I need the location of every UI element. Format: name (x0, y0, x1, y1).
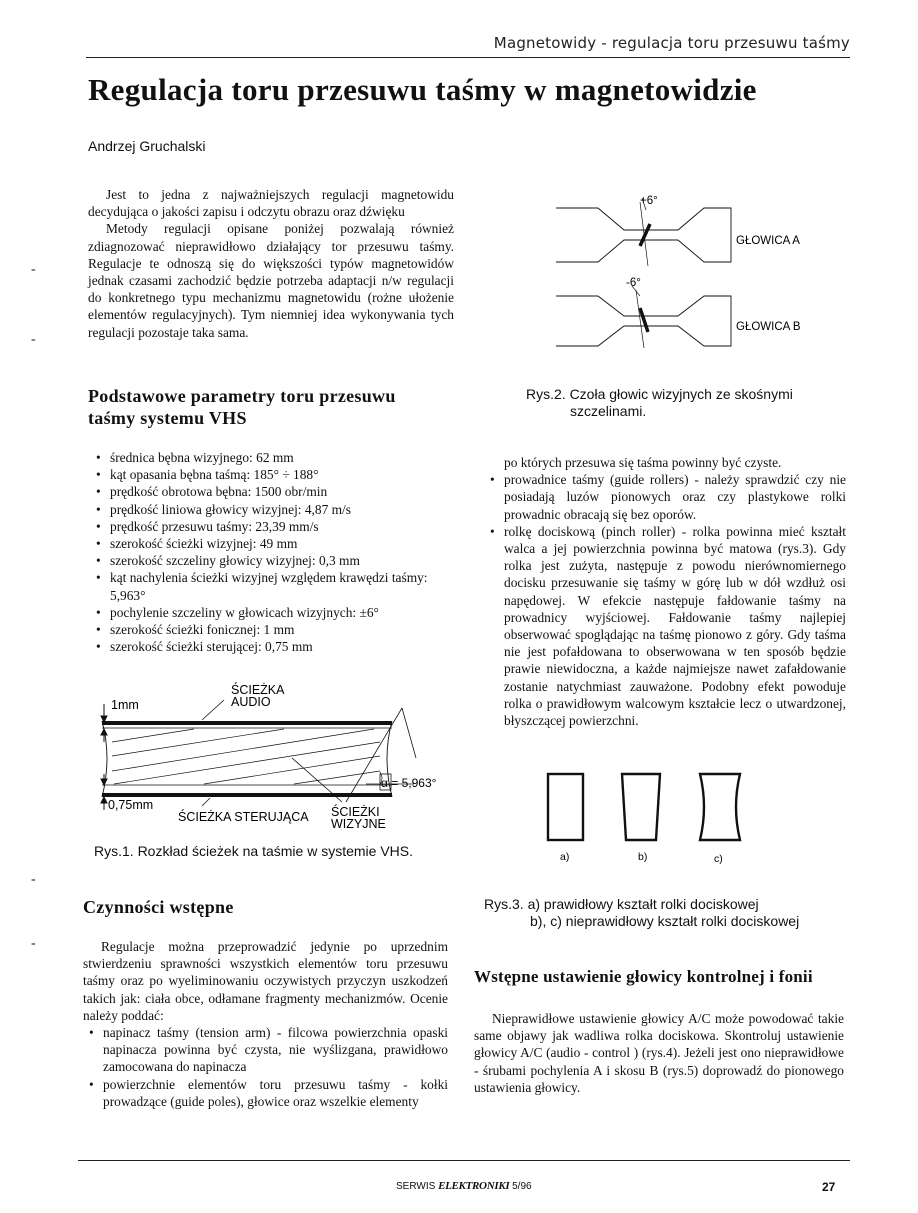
head-a-shape (556, 198, 731, 266)
fig3-caption (484, 896, 799, 930)
roller-waisted-shape (700, 774, 740, 840)
label-minus6: -6° (626, 277, 641, 289)
issue-number: 5/96 (512, 1181, 532, 1192)
head-adjust-paragraph: Nieprawidłowe ustawienie głowicy A/C może powodować takie same objawy jak wadliwa rolka dociskowa. Skontroluj ustawienie głowicy A/C (audio - control ) (rys.4). Jeżeli jest ono nieprawidłowe - śrubami pochylenia A i skosu B (rys.5) doprowadź do pionowego ustawienia głowicy. (474, 1011, 844, 1095)
head-b-shape (556, 286, 731, 348)
prelim-heading: Czynności wstępne (83, 897, 234, 917)
rollers-section (490, 454, 846, 729)
fig3-caption-line: Rys.3. a) prawidłowy kształt rolki dociskowej (484, 896, 759, 912)
tape-band (102, 721, 392, 797)
fig2-caption-line: Rys.2. Czoła głowic wizyjnych ze skośnymi (526, 386, 793, 402)
article-title: Regulacja toru przesuwu taśmy w magnetowidzie (88, 72, 757, 107)
list-item: • kąt opasania bębna taśmą: 185° ÷ 188° (96, 466, 456, 483)
list-item: • średnica bębna wizyjnego: 62 mm (96, 449, 456, 466)
head-adjust-heading: Wstępne ustawienie głowicy kontrolnej i fonii (474, 967, 813, 986)
roller-tapered-shape (622, 774, 660, 840)
label-b: b) (638, 851, 648, 863)
magazine-prefix: SERWIS (396, 1181, 436, 1192)
label-c: c) (714, 853, 723, 865)
running-header: Magnetowidy - regulacja toru przesuwu taśmy (493, 34, 850, 52)
prelim-paragraph: Regulacje można przeprowadzić jedynie po uprzednim stwierdzeniu sprawności wszystkich elementów toru przesuwu taśmy oraz po wyeliminowaniu oczywistych przyczyn uszkodzeń takich jak: ciała obce, odłamane fragmenty mechanizmów. Ocenie należy poddać: (83, 939, 448, 1023)
list-item: • powierzchnie elementów toru przesuwu taśmy - kołki prowadzące (guide poles), głowice oraz wszelkie elementy (89, 1076, 448, 1110)
fig1-caption: Rys.1. Rozkład ścieżek na taśmie w systemie VHS. (94, 843, 413, 859)
list-item: • prędkość obrotowa bębna: 1500 obr/min (96, 483, 456, 500)
video-heads-diagram (556, 190, 856, 354)
list-item: • szerokość ścieżki wizyjnej: 49 mm (96, 535, 456, 552)
label-1mm: 1mm (111, 698, 139, 712)
list-item: • prowadnice taśmy (guide rollers) - należy sprawdzić czy nie posiadają luzów pionowych oraz czy plastykowe rolki prowadnic obracają się bez oporów. (490, 471, 846, 523)
head-adjust-text (474, 1010, 844, 1096)
label-plus6: +6° (640, 195, 658, 207)
margin-mark: - (31, 936, 36, 951)
intro-text (88, 186, 454, 341)
dimension-075mm (101, 774, 107, 810)
params-heading-line: taśmy systemu VHS (88, 408, 247, 428)
footer-rule (78, 1160, 850, 1161)
control-pointer (202, 798, 210, 806)
fig2-caption-line: szczelinami. (570, 403, 647, 419)
label-075mm: 0,75mm (108, 798, 154, 812)
label-video-tracks: WIZYJNE (331, 817, 386, 831)
list-item: • rolkę dociskową (pinch roller) - rolka powinna mieć kształt walca a jej powierzchnia powinna być matowa (rys.3). Gdy rolka jest zużyta, następuje z powodu nierównomiernego docisku przesuwanie się taśmy w górę lub w dół wzdłuż osi napędowej. W efekcie następuje fałdowanie taśmy na prowadnicy wyjściowej. Fałdowanie taśmy najlepiej obserwować spoglądając na taśmę pionowo z góry. Gdy taśma nie jest pofałdowana to obserwowana w ten sposób będzie prawie niewidoczna, a każde najmiejsze nawet zafałdowanie zostanie natychmiast zauważone. Podobny efekt powoduje rolka o prawidłowym walcowym kształcie lecz o utwardzonej, błyszczącej powierzchni. (490, 523, 846, 729)
label-video-tracks: ŚCIEŻKI (331, 805, 380, 819)
prelim-list (89, 1024, 448, 1110)
footer-magazine (396, 1180, 532, 1192)
page-number: 27 (822, 1180, 836, 1194)
fig2-caption (526, 386, 793, 420)
article-author: Andrzej Gruchalski (88, 138, 206, 154)
list-item: • szerokość ścieżki sterującej: 0,75 mm (96, 638, 456, 655)
margin-mark: - (31, 262, 36, 277)
list-item: • prędkość przesuwu taśmy: 23,39 mm/s (96, 518, 456, 535)
pinch-roller-diagram (540, 770, 770, 870)
magazine-name: ELEKTRONIKI (438, 1180, 510, 1192)
label-audio-track: AUDIO (231, 695, 271, 709)
margin-mark: - (31, 872, 36, 887)
video-pointer (402, 708, 416, 758)
fig3-caption-line: b), c) nieprawidłowy kształt rolki dociskowej (530, 913, 800, 929)
list-item: • pochylenie szczeliny w głowicach wizyjnych: ±6° (96, 604, 456, 621)
list-item: • prędkość liniowa głowicy wizyjnej: 4,87 m/s (96, 501, 456, 518)
label-control-track: ŚCIEŻKA STERUJĄCA (178, 810, 309, 824)
list-item: • kąt nachylenia ścieżki wizyjnej względem krawędzi taśmy: 5,963° (96, 569, 456, 603)
intro-paragraph: Jest to jedna z najważniejszych regulacji magnetowidu decydująca o jakości zapisu i odczytu obrazu oraz dźwięku (88, 187, 454, 220)
intro-paragraph: Metody regulacji opisane poniżej pozwalają również zdiagnozować nieprawidłowo działający tor przesuwu taśmy. Regulacje te odnoszą się do większości typów magnetowidów jednak czasami zachodzić będzie potrzeba adaptacji n/w regulacji do konkretnego typu mechanizmu magnetowidu (rożne ułożenie elementów regulacyjnych). Tym niemniej idea wykonywania tych regulacji pozostaje taka sama. (88, 221, 454, 340)
prelim-section (83, 938, 448, 1110)
params-list (96, 449, 456, 655)
list-item: • szerokość ścieżki fonicznej: 1 mm (96, 621, 456, 638)
params-heading-line: Podstawowe parametry toru przesuwu (88, 386, 396, 406)
continued-line: po których przesuwa się taśma powinny być czyste. (504, 455, 782, 470)
audio-pointer (202, 700, 224, 720)
roller-correct-shape (548, 774, 583, 840)
label-audio-track: ŚCIEŻKA (231, 683, 285, 697)
label-head-b: GŁOWICA B (736, 321, 801, 333)
rollers-list (490, 471, 846, 729)
params-heading (88, 385, 396, 429)
video-tracks (112, 729, 380, 784)
margin-mark: - (31, 332, 36, 347)
list-item: • napinacz taśmy (tension arm) - filcowa powierzchnia opaski napinacza powinna być czysta, nie wyślizgana, prawidłowo zamocowana do napinacza (89, 1024, 448, 1076)
list-item: • szerokość szczeliny głowicy wizyjnej: 0,3 mm (96, 552, 456, 569)
tape-tracks-diagram (84, 676, 464, 840)
header-rule (86, 57, 850, 58)
label-head-a: GŁOWICA A (736, 235, 800, 247)
label-angle: α = 5,963° (381, 776, 437, 790)
label-a: a) (560, 851, 570, 863)
